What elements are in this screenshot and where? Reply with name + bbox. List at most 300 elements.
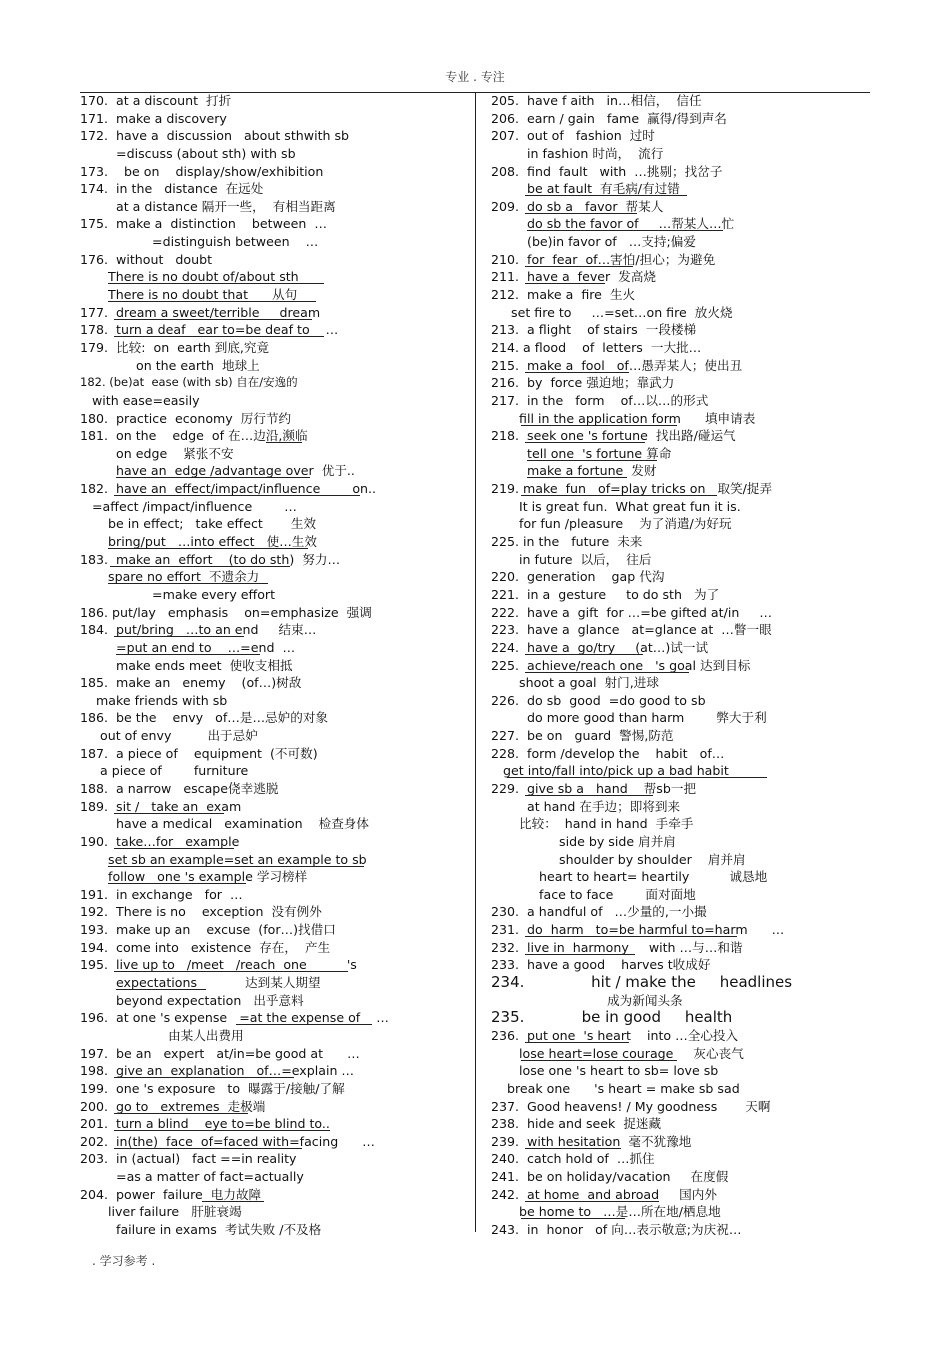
entry-line [491,798,871,816]
entry-line [80,145,470,163]
underline [116,477,310,478]
entry-text: lose one 's heart to sb= love sb [491,1063,719,1079]
entry-text: 209. do sb a favor 帮某人 [491,198,664,214]
page-header: 专业 . 专注 [445,70,505,84]
entry-text: 234. hit / make the headlines [491,973,793,992]
entry-text: It is great fun. What great fun it is. [491,498,741,514]
entry-text: bring/put …into effect 使…生效 [80,534,317,550]
entry-line [80,180,470,198]
entry-line [491,1150,871,1168]
underline [114,495,360,496]
entry-line [491,357,871,375]
entry-text: 185. make an enemy (of…)树敌 [80,675,302,691]
entry-line [80,956,470,974]
entry-line [80,639,470,657]
entry-text: =affect /impact/influence … [80,498,297,514]
entry-line [80,1203,470,1221]
entry-line [491,956,871,974]
underline [527,477,627,478]
entry-line [491,992,871,1010]
underline [108,583,268,584]
entry-text: =as a matter of fact=actually [80,1169,304,1185]
entry-line [491,198,871,216]
entry-line [80,551,470,569]
entry-text: 191. in exchange for … [80,886,243,902]
entry-text: be in effect; take effect 生效 [80,516,317,532]
entry-line [491,568,871,586]
entry-line [80,480,470,498]
entry-line [491,233,871,251]
entry-line [80,533,470,551]
entry-text: =distinguish between … [80,234,319,250]
entry-line [491,851,871,869]
entry-text: 205. have f aith in…相信， 信任 [491,93,702,108]
entry-line [491,1027,871,1045]
entry-line [80,903,470,921]
entry-text: be at fault 有毛病/有过错 [491,181,680,197]
underline [114,1148,302,1149]
entry-text: 206. earn / gain fame 赢得/得到声名 [491,110,727,126]
entry-text: 172. have a discussion about sthwith sb [80,128,350,144]
entry-line [80,1009,470,1027]
entry-text: 177. dream a sweet/terrible dream [80,304,321,320]
entry-line [491,903,871,921]
entry-text: 200. go to extremes 走极端 [80,1098,266,1114]
entry-text: 236. put one 's heart into …全心投入 [491,1027,739,1043]
entry-line [80,657,470,675]
entry-text: expectations 达到某人期望 [80,975,321,991]
underline [108,301,316,302]
entry-text: 182. have an effect/impact/influence on.. [80,481,377,497]
entry-line [491,621,871,639]
underline [521,425,677,426]
entry-text: have a medical examination 检查身体 [80,816,369,832]
entry-text: 214. a flood of letters 一大批… [491,339,702,355]
entry-line [491,1203,871,1221]
entry-text: heart to heart= heartily 诚恳地 [491,869,768,885]
entry-line [491,268,871,286]
entry-line [80,1098,470,1116]
entry-text: 183. make an effort (to do sth) 努力… [80,551,341,567]
underline [114,813,224,814]
entry-line [80,692,470,710]
entry-text: 233. have a good harves t收成好 [491,957,711,973]
underline [116,989,206,990]
entry-text: 241. be on holiday/vacation 在度假 [491,1169,729,1185]
entry-text: 195. live up to /meet /reach one 's [80,957,357,973]
entry-text: do sb the favor of …帮某人…忙 [491,216,735,232]
entry-text: in fashion 时尚， 流行 [491,145,664,161]
underline [525,672,689,673]
entry-text: 239. with hesitation 毫不犹豫地 [491,1133,692,1149]
entry-text: shoot a goal 射门,进球 [491,675,659,691]
underline [116,654,260,655]
entry-line [80,1221,470,1239]
entry-text: 227. be on guard 警惕,防范 [491,728,674,744]
entry-text: set sb an example=set an example to sb [80,851,367,867]
entry-text: 199. one 's exposure to 曝露于/接触/了解 [80,1080,345,1096]
entry-text: 223. have a glance at=glance at …瞥一眼 [491,622,772,638]
entry-text: 219. make fun of=play tricks on 取笑/捉弄 [491,481,773,497]
entry-text: tell one 's fortune 算命 [491,445,672,461]
entry-line [80,868,470,886]
entry-text: 203. in (actual) fact ==in reality [80,1151,297,1167]
entry-line [491,727,871,745]
entry-text: 235. be in good health [491,1008,733,1027]
entry-text: 189. sit / take an exam [80,798,242,814]
entry-text: 192. There is no exception 没有例外 [80,904,322,920]
underline [114,1077,294,1078]
entry-text: 231. do harm to=be harmful to=harm … [491,922,785,938]
entry-line [80,92,470,110]
entry-line [80,833,470,851]
entry-line [80,727,470,745]
entry-line [80,780,470,798]
entry-line [80,498,470,516]
underline [525,266,633,267]
entry-line [491,1168,871,1186]
entry-line [491,1080,871,1098]
entry-text: 由某人出费用 [80,1027,244,1043]
underline [525,1042,629,1043]
entry-text: 217. in the form of…以…的形式 [491,392,709,408]
entry-line [491,339,871,357]
entry-line [80,286,470,304]
underline [108,866,364,867]
entry-line [80,1115,470,1133]
entry-line [80,374,470,392]
entry-line [491,868,871,886]
underline [114,336,324,337]
entry-text: 232. live in harmony with …与…和谐 [491,939,743,955]
entry-line [491,515,871,533]
entry-line [80,568,470,586]
entry-line [491,709,871,727]
entry-line [491,145,871,163]
right-column [491,92,871,1239]
underline [114,636,244,637]
entry-text: 228. form /develop the habit of… [491,745,725,761]
underline [507,777,767,778]
entry-text: 193. make up an excuse (for…)找借口 [80,922,336,938]
entry-text: 222. have a gift for …=be gifted at/in … [491,604,772,620]
entry-text: side by side 肩并肩 [491,833,676,849]
underline [110,566,290,567]
entry-text: 225. in the future 未来 [491,534,643,550]
entry-text: 229. give sb a hand 帮sb一把 [491,780,697,796]
entry-line [80,886,470,904]
entry-line [80,215,470,233]
entry-text: failure in exams 考试失败 /不及格 [80,1222,322,1237]
entry-line [491,215,871,233]
entry-line [491,815,871,833]
entry-line [80,410,470,428]
entry-line [491,374,871,392]
entry-text: 197. be an expert at/in=be good at … [80,1045,360,1061]
entry-line [80,1133,470,1151]
underline [525,1201,659,1202]
entry-line [491,886,871,904]
entry-line [80,745,470,763]
entry-line [80,445,470,463]
entry-line [491,921,871,939]
entry-text: break one 's heart = make sb sad [491,1080,740,1096]
entry-line [491,410,871,428]
entry-text: 220. generation gap 代沟 [491,569,665,585]
entry-text: 216. by force 强迫地；靠武力 [491,375,675,391]
entry-text: shoulder by shoulder 肩并肩 [491,851,746,867]
entry-line [491,286,871,304]
entry-line [80,1062,470,1080]
underline [108,883,246,884]
entry-text: get into/fall into/pick up a bad habit [491,763,729,779]
entry-text: 221. in a gesture to do sth 为了 [491,586,720,602]
entry-text: 184. put/bring …to an end 结束… [80,622,317,638]
entry-line [491,304,871,322]
entry-line [80,357,470,375]
entry-text: 207. out of fashion 过时 [491,128,655,144]
entry-line [80,268,470,286]
entry-line [80,798,470,816]
entry-text: lose heart=lose courage 灰心丧气 [491,1045,744,1061]
entry-text: 204. power failure 电力故障 [80,1186,262,1202]
entry-line [491,533,871,551]
entry-text: 212. make a fire 生火 [491,287,636,303]
entry-text: 238. hide and seek 捉迷藏 [491,1116,662,1132]
entry-text: at a distance 隔开一些， 有相当距离 [80,198,336,214]
entry-text: 174. in the distance 在远处 [80,181,264,197]
entry-line [491,321,871,339]
entry-line [80,1080,470,1098]
entry-text: There is no doubt that 从句 [80,287,298,303]
entry-line [491,1098,871,1116]
entry-line [491,604,871,622]
entry-line [491,251,871,269]
entry-text: There is no doubt of/about sth [80,269,299,285]
entry-line [491,110,871,128]
entry-text: 213. a flight of stairs 一段楼梯 [491,322,697,338]
entry-line [80,709,470,727]
entry-text: 218. seek one 's fortune 找出路/碰运气 [491,428,736,444]
entry-text: 230. a handful of …少量的,一小撮 [491,904,707,920]
entry-text: make friends with sb [80,692,228,708]
entry-text: 196. at one 's expense =at the expense of … [80,1010,389,1026]
entry-text: (be)in favor of …支持;偏爱 [491,234,696,250]
entry-line [491,92,871,110]
entry-line [80,974,470,992]
column-divider [475,92,476,1232]
underline [525,936,737,937]
entry-line [491,1133,871,1151]
entry-text: 194. come into existence 存在， 产生 [80,939,331,955]
entry-text: =put an end to …=end … [80,639,296,655]
entry-line [491,445,871,463]
entry-text: 178. turn a deaf ear to=be deaf to … [80,322,339,338]
entry-text: beyond expectation 出乎意料 [80,992,304,1008]
entry-text: make a fortune 发财 [491,463,657,479]
entry-line [80,163,470,181]
entry-line [80,392,470,410]
entry-text: 215. make a fool of…愚弄某人；使出丑 [491,357,743,373]
entry-line [491,480,871,498]
entry-text: 180. practice economy 厉行节约 [80,410,292,426]
entry-text: 224. have a go/try (at…)试一试 [491,639,709,655]
entry-line [80,851,470,869]
underline [108,283,324,284]
underline [525,283,605,284]
entry-line [80,1150,470,1168]
underline [114,319,312,320]
underline [114,1113,248,1114]
entry-line [80,251,470,269]
entry-line [491,974,871,992]
underline [266,442,302,443]
entry-line [80,339,470,357]
entry-text: 240. catch hold of …抓住 [491,1151,655,1167]
entry-text: 182. (be)at ease (with sb) 自在/安逸的 [80,375,298,390]
entry-line [491,639,871,657]
entry-line [491,551,871,569]
underline [202,1201,264,1202]
entry-text: follow one 's example 学习榜样 [80,869,308,885]
entry-text: =discuss (about sth) with sb [80,145,296,161]
entry-text: =make every effort [80,586,276,602]
entry-line [491,780,871,798]
entry-line [491,745,871,763]
underline [236,1024,372,1025]
entry-line [80,621,470,639]
underline [114,971,348,972]
entry-line [491,127,871,145]
entry-text: face to face 面对面地 [491,886,696,902]
entry-text: 225. achieve/reach one 's goal 达到目标 [491,657,751,673]
underline [114,1130,330,1131]
entry-text: 210. for fear of…害怕/担心；为避免 [491,251,716,267]
entry-text: 243. in honor of 向…表示敬意;为庆祝… [491,1222,742,1237]
entry-line [491,833,871,851]
underline [527,230,723,231]
entry-text: out of envy 出于忌妒 [80,728,258,744]
entry-line [491,392,871,410]
entry-text: 201. turn a blind eye to=be blind to.. [80,1116,330,1132]
entry-line [491,674,871,692]
entry-text: 176. without doubt [80,251,213,267]
entry-line [80,586,470,604]
entry-line [491,692,871,710]
underline [521,1060,677,1061]
entry-text: in future 以后， 往后 [491,551,652,567]
entry-line [80,462,470,480]
entry-line [491,180,871,198]
underline [525,1148,621,1149]
entry-text: be home to …是…所在地/栖息地 [491,1204,721,1220]
entry-line [80,992,470,1010]
entry-line [491,1062,871,1080]
entry-text: 175. make a distinction between … [80,216,327,232]
entry-line [80,815,470,833]
entry-line [491,1221,871,1239]
underline [521,495,717,496]
underline [525,372,629,373]
entry-text: a piece of furniture [80,763,249,779]
underline [525,795,653,796]
entry-line [491,1186,871,1204]
entry-line [80,939,470,957]
entry-text: 190. take…for example [80,833,240,849]
entry-text: 179. 比较: on earth 到底,究竟 [80,339,270,355]
entry-line [491,1115,871,1133]
entry-text: 211. have a fever 发高烧 [491,269,657,285]
entry-line [491,1045,871,1063]
entry-line [80,1168,470,1186]
underline [114,848,234,849]
entry-line [80,233,470,251]
entry-text: do more good than harm 弊大于利 [491,710,767,726]
entry-line [491,427,871,445]
entry-line [491,939,871,957]
entry-line [491,586,871,604]
entry-text: on the earth 地球上 [80,357,260,373]
entry-line [80,674,470,692]
entry-line [80,321,470,339]
entry-line [80,304,470,322]
entry-line [491,1009,871,1027]
entry-text: 237. Good heavens! / My goodness 天啊 [491,1098,771,1114]
entry-text: 198. give an explanation of…=explain … [80,1063,355,1079]
entry-text: make ends meet 使收支相抵 [80,657,293,673]
entry-line [80,110,470,128]
underline [108,548,308,549]
entry-text: 成为新闻头条 [491,992,683,1008]
entry-line [491,762,871,780]
entry-text: set fire to …=set…on fire 放火烧 [491,304,733,320]
entry-text: 208. find fault with …挑剔；找岔子 [491,163,723,179]
entry-text: liver failure 肝脏衰竭 [80,1204,242,1220]
entry-line [80,1186,470,1204]
underline [525,195,687,196]
entry-text: 188. a narrow escape侥幸逃脱 [80,780,279,796]
entry-text: 比较： hand in hand 手牵手 [491,816,694,832]
entry-text: 186. put/lay emphasis on=emphasize 强调 [80,604,372,620]
entry-line [80,762,470,780]
entry-text: 181. on the edge of 在…边沿,濒临 [80,428,308,444]
underline [525,954,635,955]
underline [527,460,657,461]
entry-text: 170. at a discount 打折 [80,93,232,108]
entry-text: at hand 在手边；即将到来 [491,798,681,814]
entry-line [80,198,470,216]
entry-text: 242. at home and abroad 国内外 [491,1186,717,1202]
entry-text: with ease=easily [80,392,200,408]
entry-line [80,921,470,939]
entry-line [80,127,470,145]
entry-line [80,1045,470,1063]
entry-text: 186. be the envy of…是…忌妒的对象 [80,710,329,726]
entry-line [491,163,871,181]
entry-line [80,604,470,622]
entry-text: have an edge /advantage over 优于.. [80,463,355,479]
entry-line [80,515,470,533]
entry-text: 171. make a discovery [80,110,227,126]
entry-text: for fun /pleasure 为了消遣/为好玩 [491,516,732,532]
underline [525,213,637,214]
entry-text: spare no effort 不遗余力 [80,569,260,585]
entry-text: 187. a piece of equipment (不可数) [80,745,318,761]
entry-text: on edge 紧张不安 [80,445,234,461]
left-column [80,92,470,1239]
entry-text: 226. do sb good =do good to sb [491,692,706,708]
entry-text: fill in the application form 填申请表 [491,410,756,426]
